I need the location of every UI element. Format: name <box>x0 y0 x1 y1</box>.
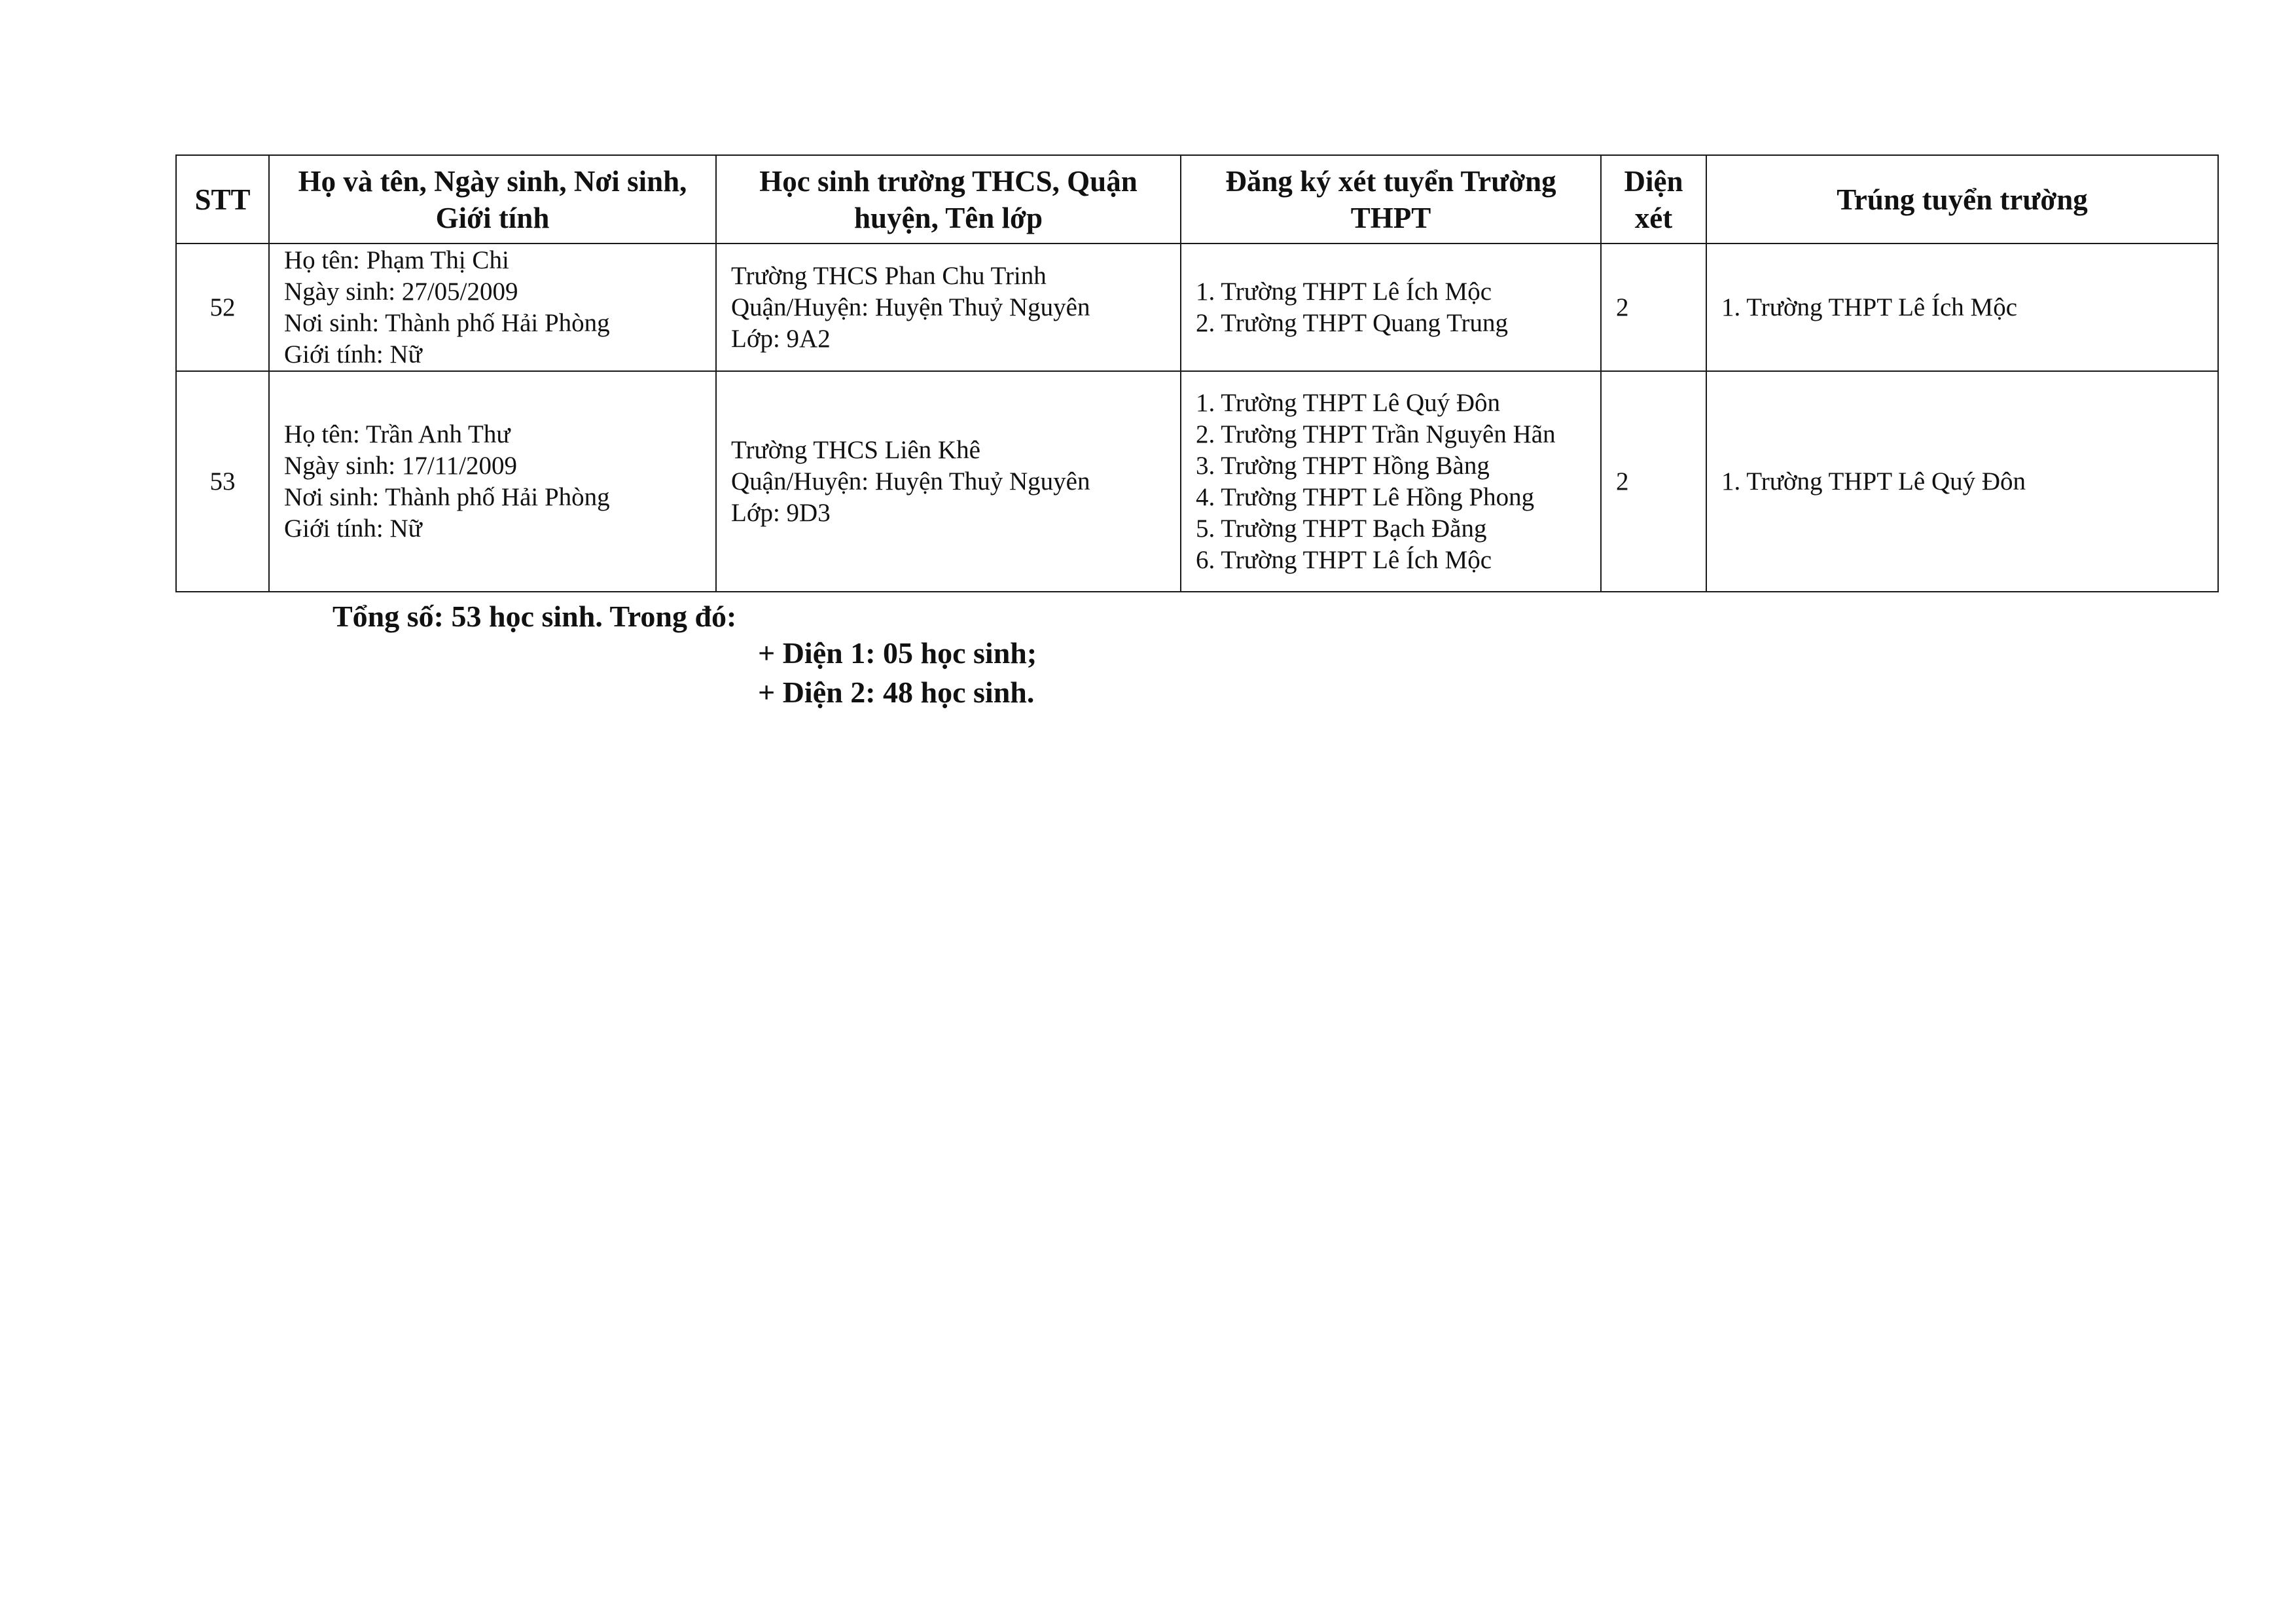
summary-dien-1: + Diện 1: 05 học sinh; <box>758 636 1037 670</box>
registration-item: 5. Trường THPT Bạch Đằng <box>1196 514 1487 543</box>
student-name: Họ tên: Phạm Thị Chi <box>284 245 509 274</box>
registration-item: 4. Trường THPT Lê Hồng Phong <box>1196 482 1535 511</box>
cell-stt: 53 <box>176 371 269 592</box>
student-gender: Giới tính: Nữ <box>284 514 422 543</box>
cell-student-info <box>269 371 716 592</box>
cell-dien: 2 <box>1601 371 1706 592</box>
school-class: Lớp: 9A2 <box>731 324 831 353</box>
cell-school-info <box>716 244 1181 371</box>
student-dob: Ngày sinh: 17/11/2009 <box>284 451 518 480</box>
header-dien: Diện xét <box>1601 155 1706 244</box>
admission-results-table <box>175 154 2219 592</box>
registration-item: 3. Trường THPT Hồng Bàng <box>1196 451 1490 480</box>
cell-student-info <box>269 244 716 371</box>
header-school: Học sinh trường THCS, Quận huyện, Tên lớp <box>716 155 1181 244</box>
registration-item: 1. Trường THPT Lê Ích Mộc <box>1196 277 1492 306</box>
cell-result: 1. Trường THPT Lê Ích Mộc <box>1706 244 2218 371</box>
header-name: Họ và tên, Ngày sinh, Nơi sinh, Giới tính <box>269 155 716 244</box>
student-name: Họ tên: Trần Anh Thư <box>284 420 511 448</box>
student-birthplace: Nơi sinh: Thành phố Hải Phòng <box>284 308 610 337</box>
student-gender: Giới tính: Nữ <box>284 340 422 369</box>
school-district: Quận/Huyện: Huyện Thuỷ Nguyên <box>731 467 1090 496</box>
cell-stt: 52 <box>176 244 269 371</box>
registration-item: 2. Trường THPT Quang Trung <box>1196 308 1509 337</box>
school-name: Trường THCS Phan Chu Trinh <box>731 261 1047 290</box>
registration-item: 1. Trường THPT Lê Quý Đôn <box>1196 388 1501 417</box>
summary-dien-2: + Diện 2: 48 học sinh. <box>758 676 1035 709</box>
header-register: Đăng ký xét tuyển Trường THPT <box>1181 155 1601 244</box>
school-name: Trường THCS Liên Khê <box>731 435 980 464</box>
student-dob: Ngày sinh: 27/05/2009 <box>284 277 518 306</box>
cell-registrations <box>1181 244 1601 371</box>
header-result: Trúng tuyển trường <box>1706 155 2218 244</box>
table-row <box>176 371 2218 592</box>
student-birthplace: Nơi sinh: Thành phố Hải Phòng <box>284 482 610 511</box>
registration-item: 2. Trường THPT Trần Nguyên Hãn <box>1196 420 1556 448</box>
cell-school-info <box>716 371 1181 592</box>
cell-result: 1. Trường THPT Lê Quý Đôn <box>1706 371 2218 592</box>
header-stt: STT <box>176 155 269 244</box>
school-class: Lớp: 9D3 <box>731 498 831 527</box>
table-header-row <box>176 155 2218 244</box>
school-district: Quận/Huyện: Huyện Thuỷ Nguyên <box>731 293 1090 321</box>
registration-item: 6. Trường THPT Lê Ích Mộc <box>1196 545 1492 574</box>
cell-registrations <box>1181 371 1601 592</box>
cell-dien: 2 <box>1601 244 1706 371</box>
summary-total: Tổng số: 53 học sinh. Trong đó: <box>332 600 737 633</box>
table-row <box>176 244 2218 371</box>
